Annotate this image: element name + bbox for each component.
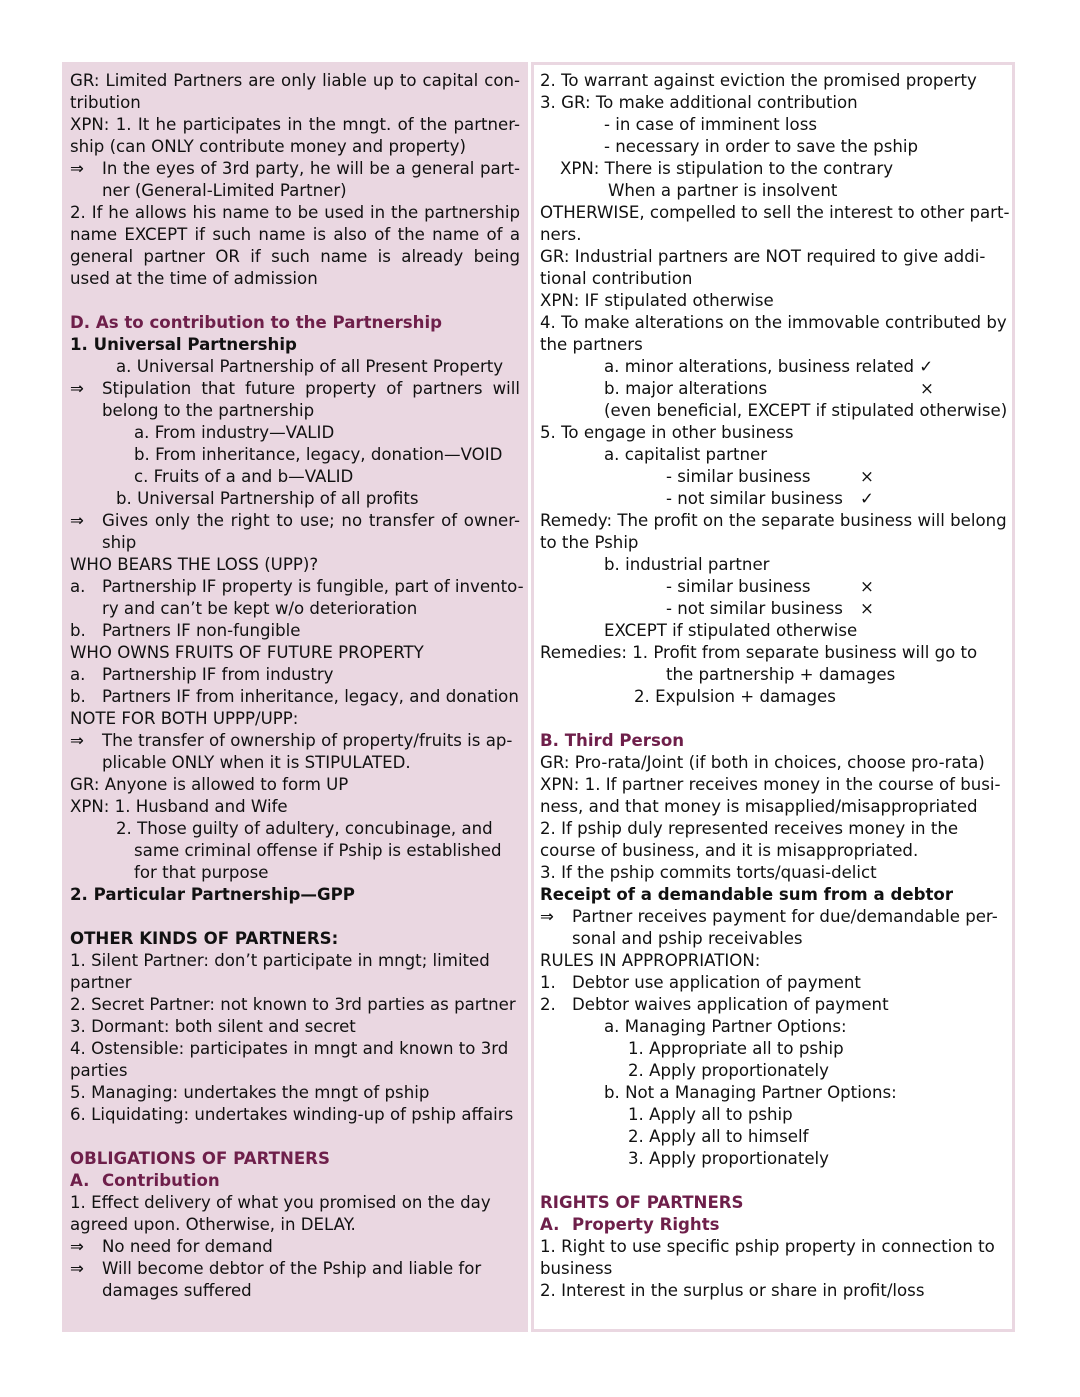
- text-line: a. capitalist partner: [604, 445, 768, 464]
- text-line: 3. GR: To make additional contribution: [540, 93, 858, 112]
- text-line: 4. To make alterations on the immovable contributed by: [540, 313, 1007, 332]
- arrow-icon: ⇒: [70, 159, 84, 178]
- text-line: GR: Industrial partners are NOT required to give addi-: [540, 247, 986, 266]
- text-line: ness, and that money is misapplied/misappropriated: [540, 797, 978, 816]
- text-line: 1. Appropriate all to pship: [628, 1039, 844, 1058]
- text-line: course of business, and it is misappropriated.: [540, 841, 919, 860]
- text-line: WHO BEARS THE LOSS (UPP)?: [70, 555, 319, 574]
- list-item: b. Partners IF non-fungible: [70, 621, 301, 640]
- text-line: ship: [102, 533, 137, 552]
- text-line: belong to the partnership: [102, 401, 315, 420]
- subsection-heading: A. Property Rights: [540, 1215, 720, 1234]
- text-line: When a partner is insolvent: [608, 181, 838, 200]
- text-line: 6. Liquidating: undertakes winding-up of pship affairs: [70, 1105, 514, 1124]
- cross-icon: ×: [860, 599, 874, 618]
- text-line: tribution: [70, 93, 141, 112]
- bullet-line: ⇒ Partner receives payment for due/demandable per-: [540, 907, 998, 926]
- text-line: b. From inheritance, legacy, donation—VOID: [134, 445, 503, 464]
- text-line: 2. Apply all to himself: [628, 1127, 809, 1146]
- text-line: for that purpose: [134, 863, 269, 882]
- text-line: name EXCEPT if such name is also of the name of a: [70, 225, 520, 244]
- check-icon: ✓: [919, 357, 934, 376]
- subsection-heading: 1. Universal Partnership: [70, 335, 297, 354]
- text-line: XPN: 1. Husband and Wife: [70, 797, 288, 816]
- list-item: 1. Debtor use application of payment: [540, 973, 861, 992]
- text-line: 2. If pship duly represented receives money in the: [540, 819, 959, 838]
- text-line: Remedies: 1. Profit from separate business will go to: [540, 643, 978, 662]
- text-line: - not similar business ×: [666, 599, 874, 618]
- text-line: 2. If he allows his name to be used in the partnership: [70, 203, 520, 222]
- text-line: WHO OWNS FRUITS OF FUTURE PROPERTY: [70, 643, 424, 662]
- right-column: [531, 62, 1015, 1332]
- text-line: XPN: There is stipulation to the contrary: [560, 159, 894, 178]
- arrow-icon: ⇒: [70, 379, 84, 398]
- bullet-line: ⇒ In the eyes of 3rd party, he will be a general part-: [70, 159, 520, 178]
- text-line: general partner OR if such name is already being: [70, 247, 520, 266]
- text-line: to the Pship: [540, 533, 639, 552]
- left-column: [62, 62, 528, 1332]
- arrow-icon: ⇒: [540, 907, 554, 926]
- text-line: GR: Limited Partners are only liable up to capital con-: [70, 71, 520, 90]
- text-line: ners.: [540, 225, 582, 244]
- arrow-icon: ⇒: [70, 1259, 84, 1278]
- bullet-line: ⇒ Will become debtor of the Pship and liable for: [70, 1259, 482, 1278]
- subsection-heading: Receipt of a demandable sum from a debtor: [540, 885, 954, 904]
- text-line: partner: [70, 973, 132, 992]
- text-line: sonal and pship receivables: [572, 929, 803, 948]
- text-line: 2. Expulsion + damages: [634, 687, 836, 706]
- text-line: a. From industry—VALID: [134, 423, 335, 442]
- text-line: the partnership + damages: [666, 665, 896, 684]
- text-line: a. Universal Partnership of all Present Property: [116, 357, 504, 376]
- text-line: ship (can ONLY contribute money and property): [70, 137, 466, 156]
- text-line: 3. Dormant: both silent and secret: [70, 1017, 356, 1036]
- text-line: 2. Those guilty of adultery, concubinage, and: [116, 819, 493, 838]
- text-line: - similar business ×: [666, 577, 874, 596]
- list-item: 2. Debtor waives application of payment: [540, 995, 889, 1014]
- text-line: XPN: 1. If partner receives money in the course of busi-: [540, 775, 1001, 794]
- section-heading: RIGHTS OF PARTNERS: [540, 1193, 744, 1212]
- text-line: b. industrial partner: [604, 555, 770, 574]
- subsection-heading: 2. Particular Partnership—GPP: [70, 885, 355, 904]
- text-line: 2. Secret Partner: not known to 3rd parties as partner: [70, 995, 516, 1014]
- text-line: - similar business ×: [666, 467, 874, 486]
- arrow-icon: ⇒: [70, 1237, 84, 1256]
- text-line: XPN: IF stipulated otherwise: [540, 291, 774, 310]
- text-line: 4. Ostensible: participates in mngt and known to 3rd: [70, 1039, 509, 1058]
- arrow-icon: ⇒: [70, 511, 84, 530]
- bullet-line: ⇒ No need for demand: [70, 1237, 273, 1256]
- text-line: RULES IN APPROPRIATION:: [540, 951, 761, 970]
- section-heading: B. Third Person: [540, 731, 685, 750]
- text-line: EXCEPT if stipulated otherwise: [604, 621, 858, 640]
- text-line: used at the time of admission: [70, 269, 318, 288]
- text-line: 3. If the pship commits torts/quasi-delict: [540, 863, 877, 882]
- text-line: GR: Anyone is allowed to form UP: [70, 775, 349, 794]
- bullet-line: ⇒ The transfer of ownership of property/fruits is ap-: [70, 731, 513, 750]
- cross-icon: ×: [860, 467, 874, 486]
- check-icon: ✓: [860, 489, 874, 508]
- text-line: (even beneficial, EXCEPT if stipulated otherwise): [604, 401, 1008, 420]
- text-line: GR: Pro-rata/Joint (if both in choices, choose pro-rata): [540, 753, 985, 772]
- section-heading: OTHER KINDS OF PARTNERS:: [70, 929, 339, 948]
- text-line: 2. Interest in the surplus or share in profit/loss: [540, 1281, 925, 1300]
- text-line: b. Not a Managing Partner Options:: [604, 1083, 897, 1102]
- cross-icon: ×: [920, 379, 934, 398]
- text-line: damages suffered: [102, 1281, 252, 1300]
- text-line: 1. Apply all to pship: [628, 1105, 793, 1124]
- text-line: 2. To warrant against eviction the promised property: [540, 71, 977, 90]
- bullet-line: ⇒ Gives only the right to use; no transfer of owner-: [70, 511, 520, 530]
- text-line: a. minor alterations, business related ✓: [604, 357, 934, 376]
- text-line: b. Universal Partnership of all profits: [116, 489, 419, 508]
- text-line: ry and can’t be kept w/o deterioration: [102, 599, 418, 618]
- arrow-icon: ⇒: [70, 731, 84, 750]
- section-heading: D. As to contribution to the Partnership: [70, 313, 443, 332]
- text-line: OTHERWISE, compelled to sell the interest to other part-: [540, 203, 1010, 222]
- subsection-heading: A. Contribution: [70, 1171, 220, 1190]
- text-line: 2. Apply proportionately: [628, 1061, 829, 1080]
- text-line: c. Fruits of a and b—VALID: [134, 467, 354, 486]
- text-line: 3. Apply proportionately: [628, 1149, 829, 1168]
- text-line: - necessary in order to save the pship: [604, 137, 919, 156]
- text-line: business: [540, 1259, 613, 1278]
- list-item: a. Partnership IF from industry: [70, 665, 334, 684]
- text-line: the partners: [540, 335, 643, 354]
- section-heading: OBLIGATIONS OF PARTNERS: [70, 1149, 330, 1168]
- text-line: parties: [70, 1061, 128, 1080]
- bullet-line: ⇒ Stipulation that future property of partners will: [70, 379, 520, 398]
- list-item: a. Partnership IF property is fungible, part of invento-: [70, 577, 524, 596]
- text-line: tional contribution: [540, 269, 693, 288]
- list-item: b. Partners IF from inheritance, legacy, and donation: [70, 687, 519, 706]
- text-line: 1. Right to use specific pship property in connection to: [540, 1237, 995, 1256]
- text-line: XPN: 1. It he participates in the mngt. of the partner-: [70, 115, 520, 134]
- text-line: NOTE FOR BOTH UPPP/UPP:: [70, 709, 299, 728]
- text-line: 5. To engage in other business: [540, 423, 794, 442]
- text-line: ner (General-Limited Partner): [102, 181, 347, 200]
- text-line: 1. Effect delivery of what you promised on the day: [70, 1193, 491, 1212]
- text-line: plicable ONLY when it is STIPULATED.: [102, 753, 411, 772]
- text-line: same criminal offense if Pship is established: [134, 841, 502, 860]
- text-line: - in case of imminent loss: [604, 115, 817, 134]
- text-line: a. Managing Partner Options:: [604, 1017, 847, 1036]
- text-line: 5. Managing: undertakes the mngt of pship: [70, 1083, 430, 1102]
- cross-icon: ×: [860, 577, 874, 596]
- text-line: Remedy: The profit on the separate business will belong: [540, 511, 1007, 530]
- text-line: agreed upon. Otherwise, in DELAY.: [70, 1215, 356, 1234]
- text-line: - not similar business ✓: [666, 489, 874, 508]
- text-line: 1. Silent Partner: don’t participate in mngt; limited: [70, 951, 490, 970]
- text-line: b. major alterations ×: [604, 379, 934, 398]
